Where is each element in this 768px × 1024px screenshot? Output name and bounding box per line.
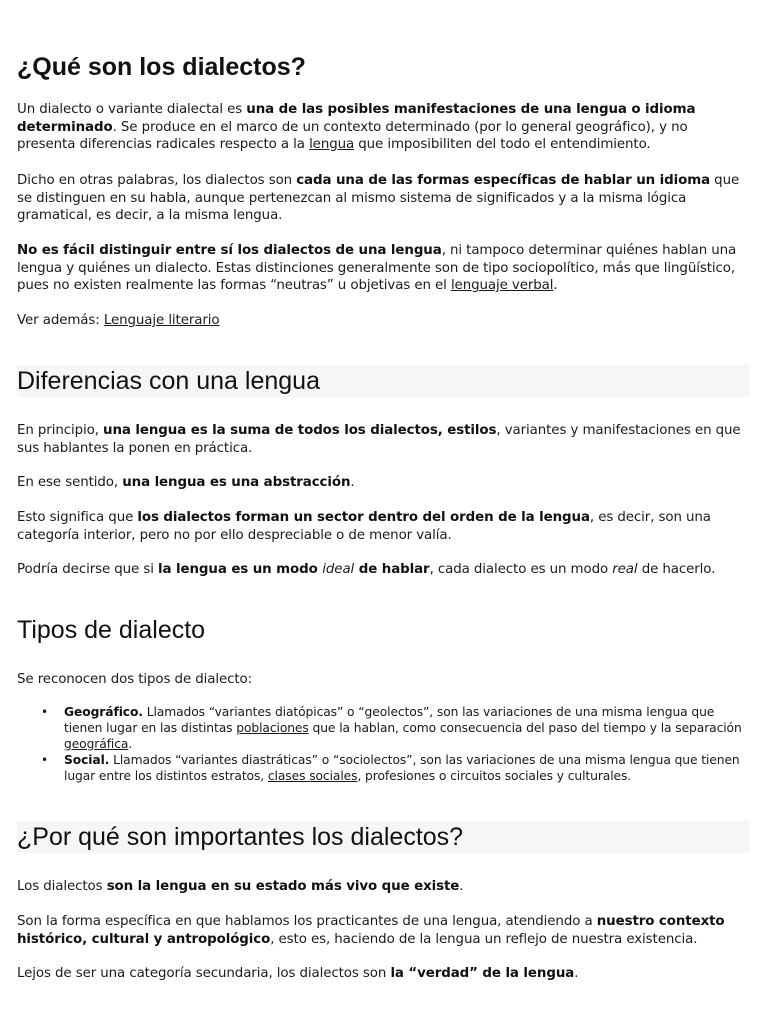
text: Llamados “variantes diatópicas” o “geolectos”, son las variaciones de una misma lengua que tienen lugar en las distintas (64, 705, 715, 735)
bold-text: son la lengua en su estado más vivo que existe (106, 879, 460, 894)
text: . Se produce en el marco de un contexto determinado (por lo general geográfico), y no presenta diferencias radicales respecto a la (17, 119, 688, 152)
text: , cada dialecto es un modo (429, 562, 613, 577)
heading-importancia: ¿Por qué son importantes los dialectos? (17, 821, 750, 853)
text: Son la forma específica en que hablamos los practicantes de una lengua, atendiendo a (17, 914, 597, 929)
text: que se distinguen en su habla, aunque pertenezcan al mismo sistema de significados y a la misma lógica gramatical, es decir, a la misma lengua. (17, 173, 740, 223)
bold-text: la “verdad” de la lengua (390, 966, 575, 981)
differences-paragraph-1 (17, 422, 750, 457)
text: Dicho en otras palabras, los dialectos son (17, 173, 297, 188)
bold-text: de hablar (354, 562, 430, 577)
text: . (553, 278, 558, 293)
text: , es decir, son una categoría interior, pero no por ello despreciable o de menor valía. (17, 510, 711, 543)
bold-text: cada una de las formas específicas de hablar un idioma (296, 173, 711, 188)
list-item-geografico (17, 704, 750, 752)
italic-text: ideal (322, 562, 355, 577)
bold-text: nuestro contexto histórico, cultural y antropológico (17, 914, 725, 947)
text: que la hablan, como consecuencia del paso del tiempo y la separación (308, 721, 742, 735)
text: . (350, 475, 355, 490)
text: , variantes y manifestaciones en que sus hablantes la ponen en práctica. (17, 423, 741, 456)
differences-paragraph-3 (17, 509, 750, 544)
differences-paragraph-2 (17, 474, 750, 492)
intro-paragraph-3 (17, 242, 750, 295)
differences-paragraph-4 (17, 561, 750, 579)
text: Esto significa que (17, 510, 138, 525)
bold-text: los dialectos forman un sector dentro del orden de la lengua (137, 510, 590, 525)
heading-diferencias: Diferencias con una lengua (17, 365, 750, 397)
see-also-label: Ver además: (17, 313, 104, 328)
bold-text: No es fácil distinguir entre sí los dialectos de una lengua (17, 243, 442, 258)
text: , profesiones o circuitos sociales y culturales. (357, 769, 632, 783)
bold-text: una lengua es la suma de todos los dialectos, estilos (103, 423, 497, 438)
text: . (128, 737, 133, 751)
text: En principio, (17, 423, 104, 438)
page-title: ¿Qué son los dialectos? (17, 53, 306, 81)
text: de hacerlo. (637, 562, 716, 577)
bold-text: una lengua es una abstracción (122, 475, 351, 490)
link-clases-sociales[interactable]: clases sociales (267, 769, 358, 783)
italic-text: real (612, 562, 638, 577)
link-lenguaje-verbal[interactable]: lenguaje verbal (450, 278, 554, 293)
intro-paragraph-2 (17, 172, 750, 225)
text: Los dialectos (17, 879, 107, 894)
text: Podría decirse que si (17, 562, 159, 577)
link-lengua[interactable]: lengua (309, 137, 355, 152)
link-geografica[interactable]: geográfica (64, 737, 129, 751)
text: Lejos de ser una categoría secundaria, los dialectos son (17, 966, 391, 981)
types-list (17, 704, 750, 784)
text: . (574, 966, 579, 981)
text: , esto es, haciendo de la lengua un reflejo de nuestra existencia. (270, 931, 698, 947)
list-item-social (17, 752, 750, 784)
bold-text: una de las posibles manifestaciones de una lengua o idioma determinado (17, 102, 696, 135)
heading-tipos: Tipos de dialecto (17, 616, 206, 644)
bullet-icon: • (41, 705, 48, 719)
intro-paragraph-1 (17, 101, 750, 154)
text: Un dialecto o variante dialectal es (17, 102, 247, 117)
term: Social. (64, 753, 110, 767)
bold-text: la lengua es un modo (158, 562, 323, 577)
text: , ni tampoco determinar quiénes hablan una lengua y quiénes un dialecto. Estas distinciones generalmente son de tipo sociopolítico, más que lingüístico, pues no existen realmente las formas “neutras” u objetivas en el (17, 243, 737, 293)
importance-paragraph-2 (17, 913, 750, 948)
text: que imposibiliten del todo el entendimiento. (354, 137, 651, 152)
link-lenguaje-literario[interactable]: Lenguaje literario (103, 313, 220, 328)
text: En ese sentido, (17, 475, 123, 490)
term: Geográfico. (64, 705, 143, 719)
types-intro: Se reconocen dos tipos de dialecto: (17, 672, 253, 687)
see-also (17, 312, 750, 330)
importance-paragraph-3 (17, 965, 750, 983)
text: . (459, 879, 464, 894)
link-poblaciones[interactable]: poblaciones (236, 721, 309, 735)
importance-paragraph-1 (17, 878, 750, 896)
bullet-icon: • (41, 753, 48, 767)
text: Llamados “variantes diastráticas” o “sociolectos”, son las variaciones de una misma lengua que tienen lugar entre los distintos estratos, (64, 753, 740, 783)
